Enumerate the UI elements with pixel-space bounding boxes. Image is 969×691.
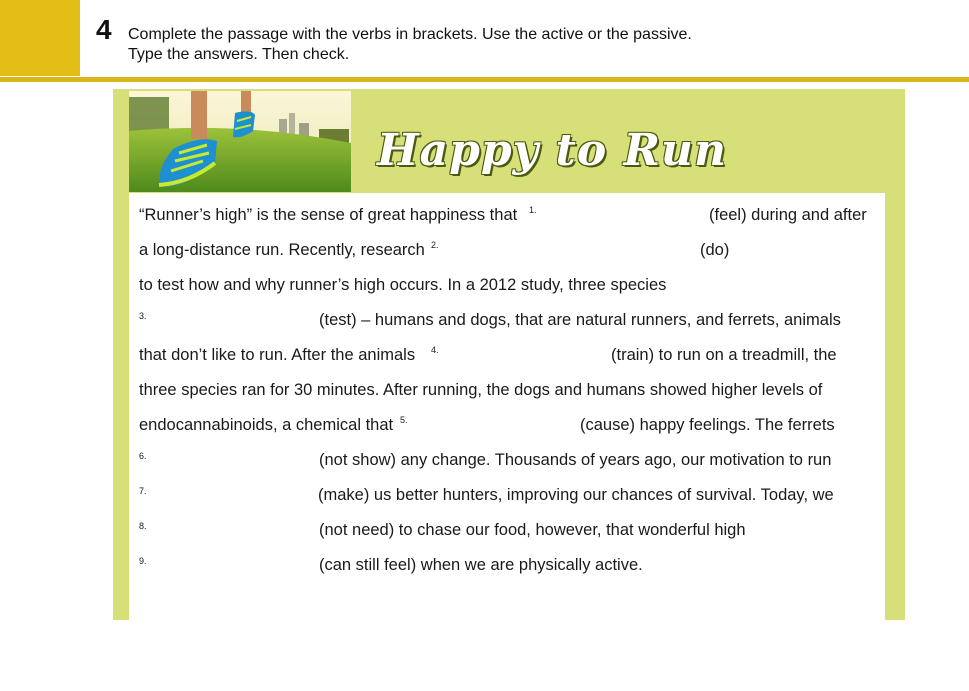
passage-line-8b: (not show) any change. Thousands of years ago, our motivation to run [319,451,832,469]
gap-number-1: 1. [529,205,537,215]
passage-line-2b: (do) [700,241,730,259]
passage-line-5b: (train) to run on a treadmill, the [611,346,837,364]
passage-line-11b: (can still feel) when we are physically active. [319,556,643,574]
exercise-number: 4 [96,14,112,45]
passage-line-4b: (test) – humans and dogs, that are natural runners, and ferrets, animals [319,311,841,329]
gap-number-4: 4. [431,345,439,355]
passage-line-1a: “Runner’s high” is the sense of great happiness that [139,206,518,224]
passage-line-2a: a long-distance run. Recently, research [139,241,425,259]
runner-photo [129,91,351,192]
runner-photo-illustration [129,91,351,192]
passage-line-3: to test how and why runner’s high occurs. In a 2012 study, three species [139,276,667,294]
gap-number-8: 8. [139,521,147,531]
passage-line-9b: (make) us better hunters, improving our chances of survival. Today, we [318,486,834,504]
gap-number-7: 7. [139,486,147,496]
gap-number-9: 9. [139,556,147,566]
header-accent-block [0,0,80,76]
passage-text-box [129,193,885,620]
passage-line-7b: (cause) happy feelings. The ferrets [580,416,835,434]
exercise-instructions [128,25,692,65]
passage-line-6: three species ran for 30 minutes. After running, the dogs and humans showed higher levels of [139,381,823,399]
passage-line-1b: (feel) during and after [709,206,867,224]
gap-number-2: 2. [431,240,439,250]
passage-line-7a: endocannabinoids, a chemical that [139,416,394,434]
instruction-line-2: Type the answers. Then check. [128,46,350,63]
gap-number-6: 6. [139,451,147,461]
gap-number-5: 5. [400,415,408,425]
article-panel [113,89,905,620]
article-title: Happy to Run [377,125,728,176]
header-divider [0,77,969,82]
passage-line-10b: (not need) to chase our food, however, that wonderful high [319,521,746,539]
gap-number-3: 3. [139,311,147,321]
passage-line-5a: that don’t like to run. After the animals [139,346,416,364]
instruction-line-1: Complete the passage with the verbs in brackets. Use the active or the passive. [128,26,692,43]
